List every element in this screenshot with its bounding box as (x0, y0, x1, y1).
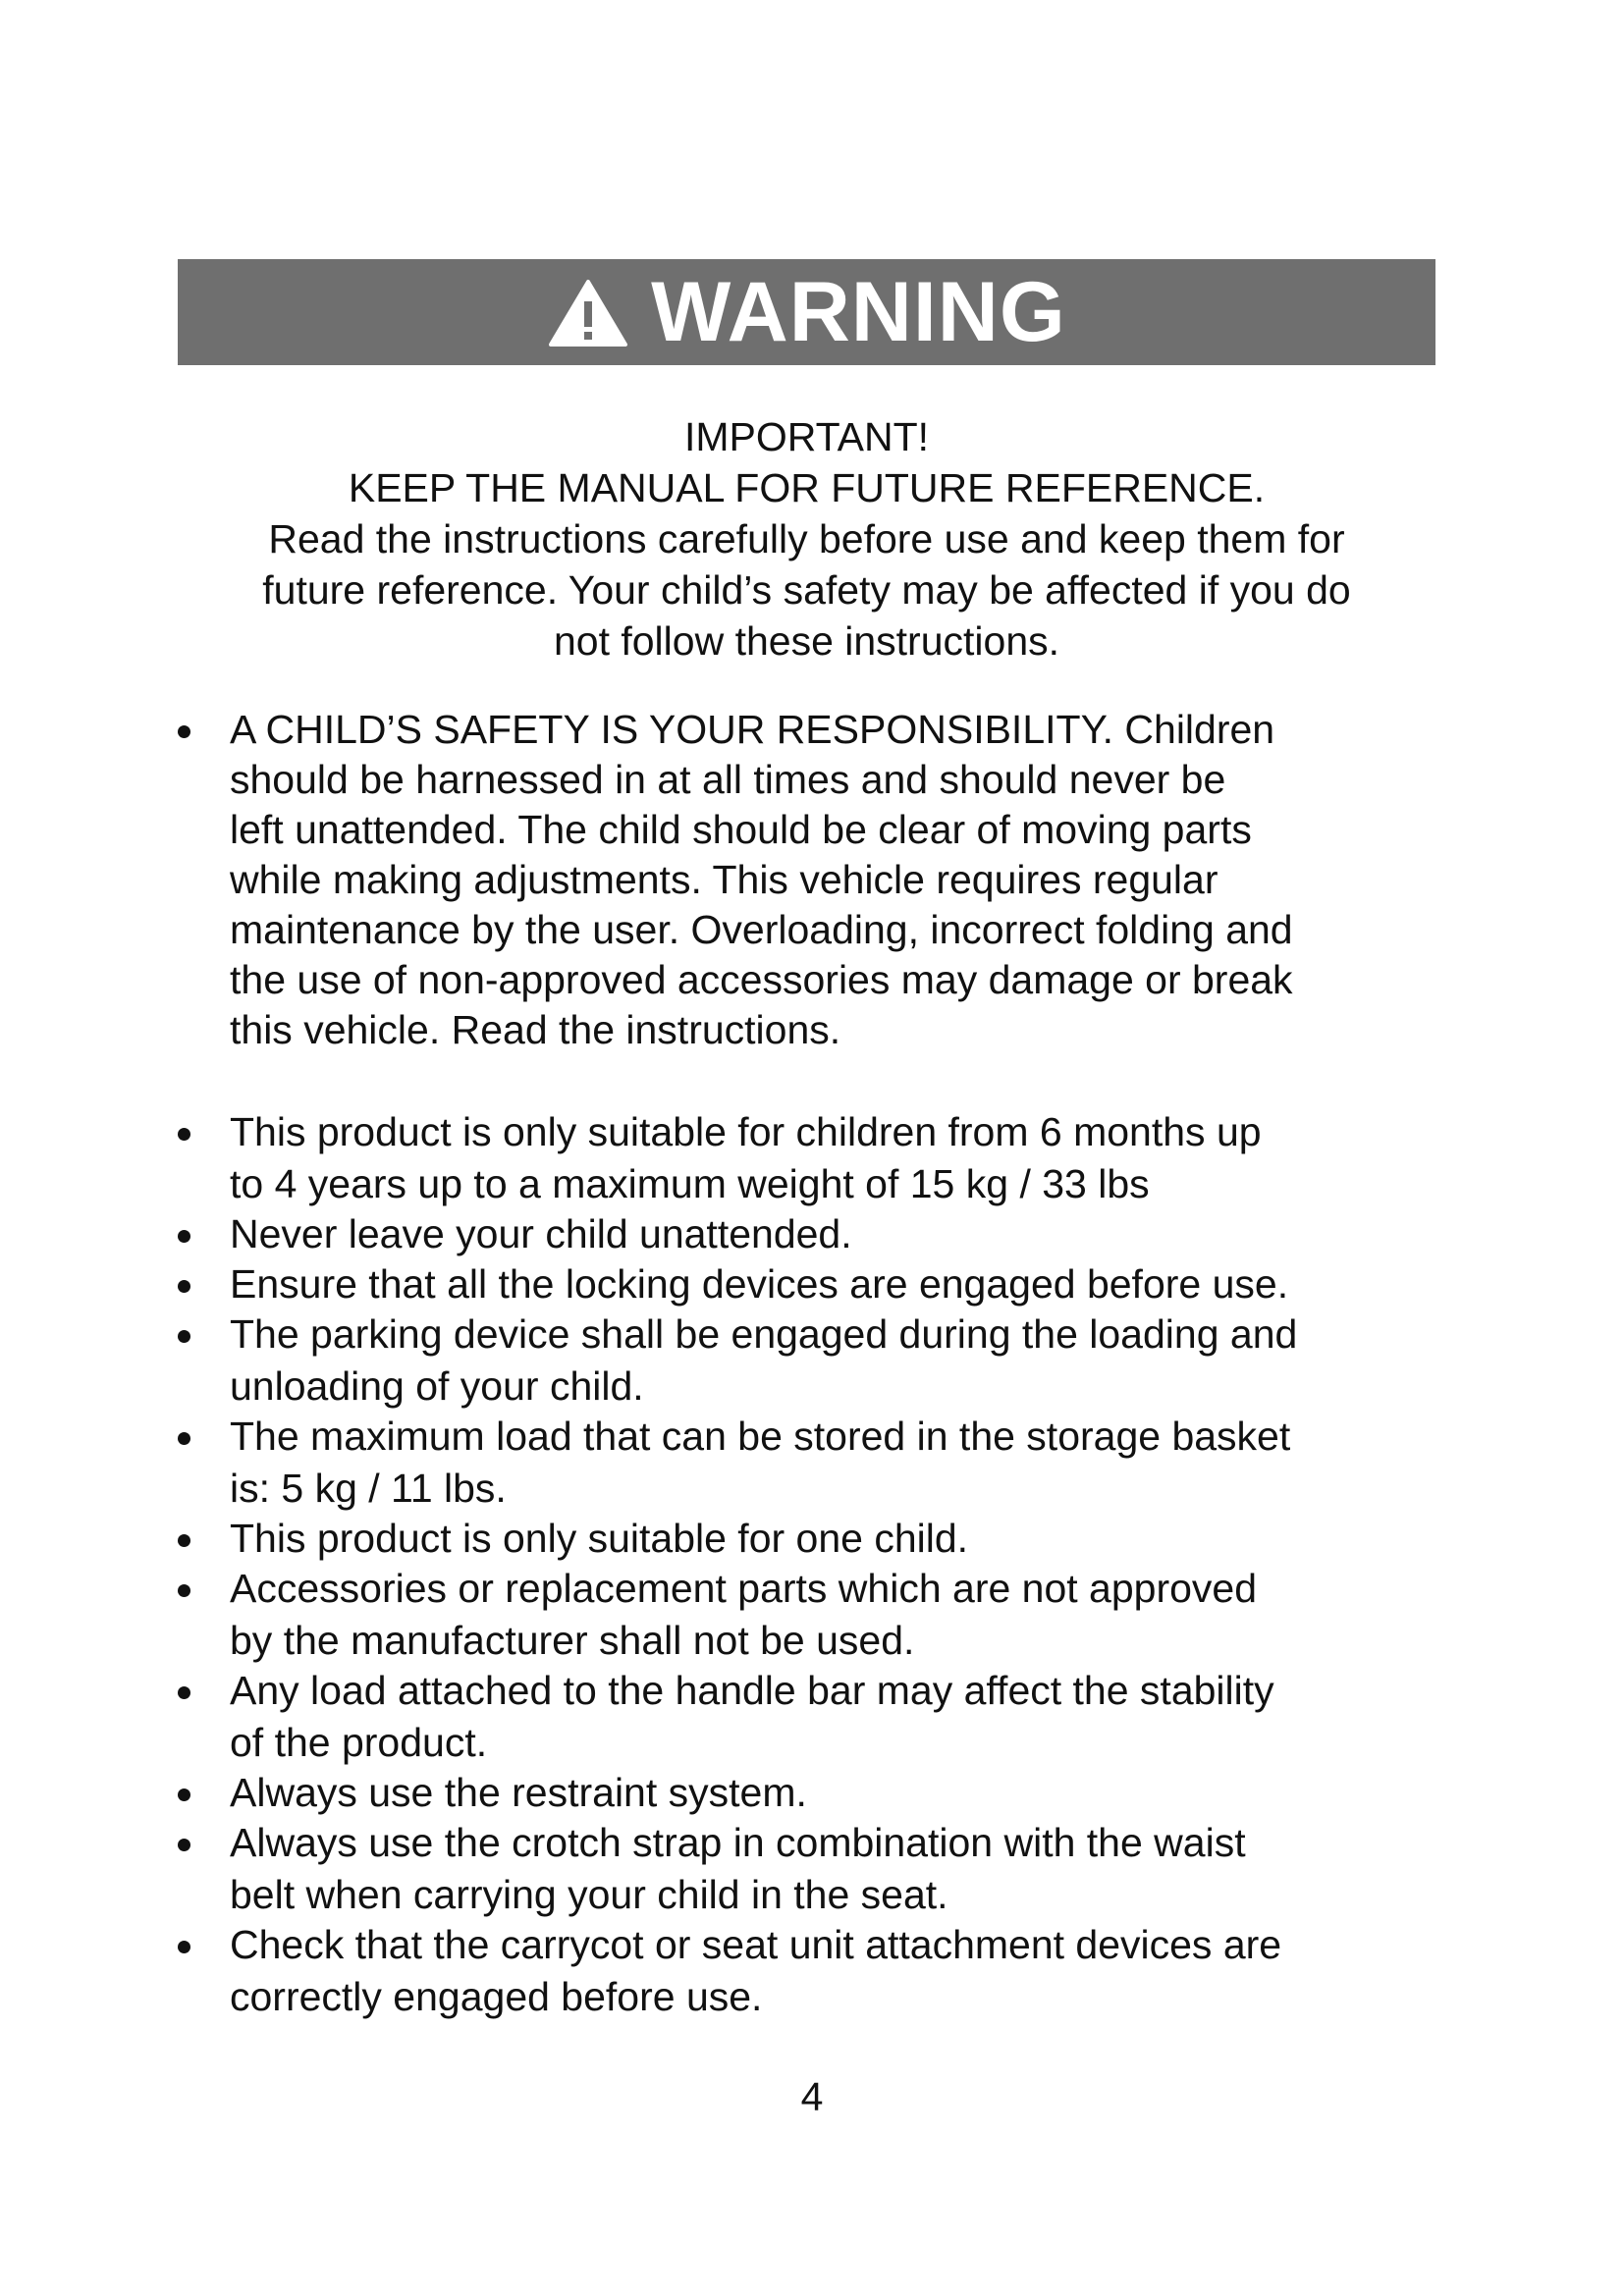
item-line: unloading of your child. (230, 1363, 644, 1409)
item-line: maintenance by the user. Overloading, incorrect folding and (230, 907, 1293, 952)
bullet-icon (178, 1230, 190, 1243)
responsibility-list (178, 705, 1454, 1055)
page-number: 4 (800, 2074, 824, 2119)
item-line: Accessories or replacement parts which are not approved (230, 1566, 1258, 1611)
item-line: should be harnessed in at all times and should never be (230, 757, 1226, 802)
item-line: The maximum load that can be stored in the storage basket (230, 1414, 1291, 1459)
item-line: the use of non-approved accessories may damage or break (230, 957, 1293, 1002)
intro-section (178, 411, 1435, 667)
bullet-icon (178, 1941, 190, 1953)
item-line: is: 5 kg / 11 lbs. (230, 1466, 507, 1511)
warning-triangle-icon (547, 278, 629, 348)
warnings-list (178, 1106, 1454, 2021)
list-item (178, 1767, 1454, 1819)
item-line: The parking device shall be engaged during the loading and (230, 1311, 1298, 1357)
list-item (178, 1513, 1454, 1565)
bullet-icon (178, 1686, 190, 1699)
bullet-icon (178, 725, 190, 738)
warning-banner (178, 259, 1435, 365)
item-line: A CHILD’S SAFETY IS YOUR RESPONSIBILITY. Children (230, 707, 1275, 752)
item-line: Any load attached to the handle bar may affect the stability (230, 1668, 1274, 1713)
item-line: This product is only suitable for children from 6 months up (230, 1109, 1262, 1154)
list-item (178, 1411, 1454, 1515)
bullet-icon (178, 1534, 190, 1547)
item-line: of the product. (230, 1720, 488, 1765)
list-item (178, 705, 1454, 1055)
intro-line: future reference. Your child’s safety may be affected if you do (262, 567, 1351, 613)
item-line: by the manufacturer shall not be used. (230, 1618, 915, 1663)
item-line: belt when carrying your child in the seat. (230, 1872, 948, 1917)
item-line: this vehicle. Read the instructions. (230, 1007, 841, 1052)
bullet-icon (178, 1839, 190, 1851)
list-item (178, 1665, 1454, 1769)
list-item (178, 1919, 1454, 2023)
item-line: to 4 years up to a maximum weight of 15 kg / 33 lbs (230, 1161, 1150, 1206)
item-line: Always use the restraint system. (230, 1770, 807, 1815)
bullet-icon (178, 1128, 190, 1141)
bullet-icon (178, 1280, 190, 1293)
list-item (178, 1817, 1454, 1921)
item-line: Ensure that all the locking devices are engaged before use. (230, 1261, 1289, 1307)
item-line: left unattended. The child should be clear of moving parts (230, 807, 1252, 852)
list-item (178, 1308, 1454, 1413)
bullet-icon (178, 1432, 190, 1445)
keep-manual-heading: KEEP THE MANUAL FOR FUTURE REFERENCE. (348, 465, 1266, 510)
list-item (178, 1106, 1454, 1210)
intro-line: not follow these instructions. (553, 618, 1060, 664)
item-line: correctly engaged before use. (230, 1974, 763, 2019)
important-heading: IMPORTANT! (683, 414, 930, 459)
bullet-icon (178, 1584, 190, 1597)
item-line: This product is only suitable for one child. (230, 1516, 969, 1561)
item-line: Never leave your child unattended. (230, 1211, 852, 1256)
bullet-icon (178, 1789, 190, 1801)
list-item (178, 1563, 1454, 1667)
item-line: Check that the carrycot or seat unit attachment devices are (230, 1922, 1282, 1967)
bullet-icon (178, 1330, 190, 1343)
warning-title: WARNING (651, 265, 1066, 359)
item-line: Always use the crotch strap in combination with the waist (230, 1820, 1246, 1865)
list-item (178, 1258, 1454, 1310)
list-item (178, 1208, 1454, 1260)
intro-line: Read the instructions carefully before use and keep them for (268, 516, 1345, 561)
item-line: while making adjustments. This vehicle requires regular (230, 857, 1218, 902)
